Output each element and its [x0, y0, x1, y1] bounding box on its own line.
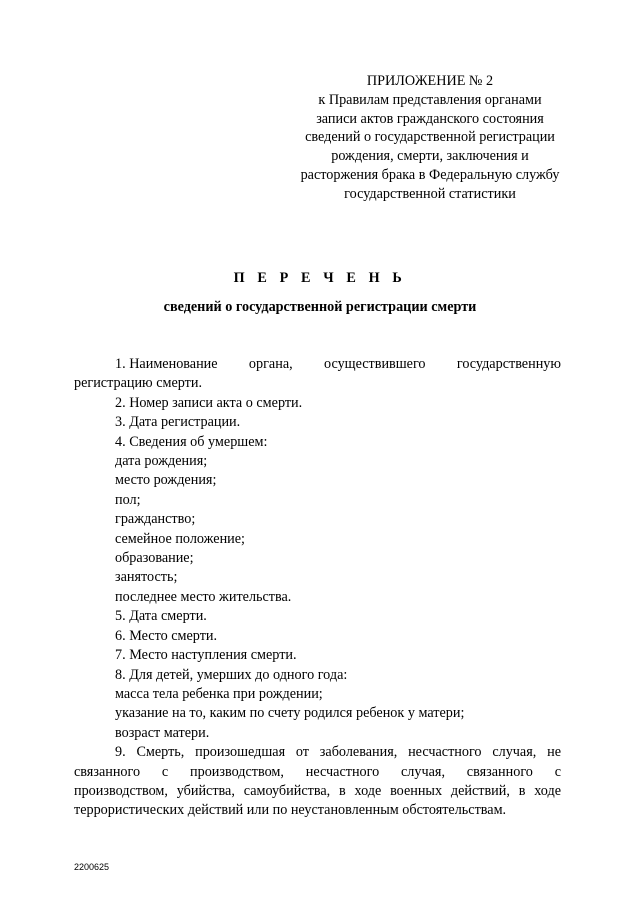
list-item: 8. Для детей, умерших до одного года:: [115, 666, 348, 683]
annex-line: записи актов гражданского состояния: [316, 110, 544, 127]
list-item: 5. Дата смерти.: [115, 608, 207, 625]
document-title: П Е Р Е Ч Е Н Ь: [233, 270, 407, 286]
item-1-word: осуществившего: [324, 356, 426, 372]
annex-line: расторжения брака в Федеральную службу: [300, 166, 560, 183]
list-item: 3. Дата регистрации.: [115, 414, 241, 431]
document-subtitle: сведений о государственной регистрации смерти: [163, 299, 477, 315]
annex-line: ПРИЛОЖЕНИЕ № 2: [366, 73, 494, 89]
list-item: 2. Номер записи акта о смерти.: [115, 394, 303, 411]
child-field: указание на то, каким по счету родился ребенок у матери;: [115, 705, 465, 722]
item-9-line: 9. Смерть, произошедшая от заболевания, несчастного случая, не: [115, 744, 561, 761]
list-item: 4. Сведения об умершем:: [115, 433, 268, 450]
deceased-field: гражданство;: [115, 511, 196, 528]
item-9-line: связанного с производством, несчастного случая, связанного с: [74, 763, 561, 780]
child-field: масса тела ребенка при рождении;: [115, 685, 323, 702]
list-item: 7. Место наступления смерти.: [115, 647, 297, 664]
document-body: [74, 355, 561, 821]
deceased-field: семейное положение;: [115, 530, 245, 547]
deceased-field: пол;: [115, 491, 141, 508]
deceased-field: дата рождения;: [115, 453, 208, 470]
item-9-line: террористических действий или по неустановленным обстоятельствам.: [74, 802, 507, 819]
item-1-word: 1. Наименование: [115, 356, 218, 372]
annex-line: государственной статистики: [344, 185, 516, 202]
item-1-word: государственную: [456, 356, 561, 372]
annex-line: сведений о государственной регистрации: [305, 129, 555, 146]
item-1-line: [74, 355, 561, 374]
item-1-word: органа,: [248, 356, 293, 372]
child-field: возраст матери.: [115, 724, 210, 741]
item-9-line: производством, убийства, самоубийства, в ходе военных действий, в ходе: [74, 782, 561, 799]
annex-header: [280, 72, 580, 204]
deceased-field: образование;: [115, 550, 194, 567]
item-1-continuation: регистрацию смерти.: [74, 375, 203, 392]
deceased-field: последнее место жительства.: [115, 588, 292, 605]
deceased-field: занятость;: [115, 569, 178, 586]
deceased-field: место рождения;: [115, 472, 217, 489]
document-code: 2200625: [74, 862, 110, 872]
annex-line: рождения, смерти, заключения и: [331, 148, 529, 165]
list-item: 6. Место смерти.: [115, 627, 218, 644]
annex-line: к Правилам представления органами: [318, 91, 542, 108]
